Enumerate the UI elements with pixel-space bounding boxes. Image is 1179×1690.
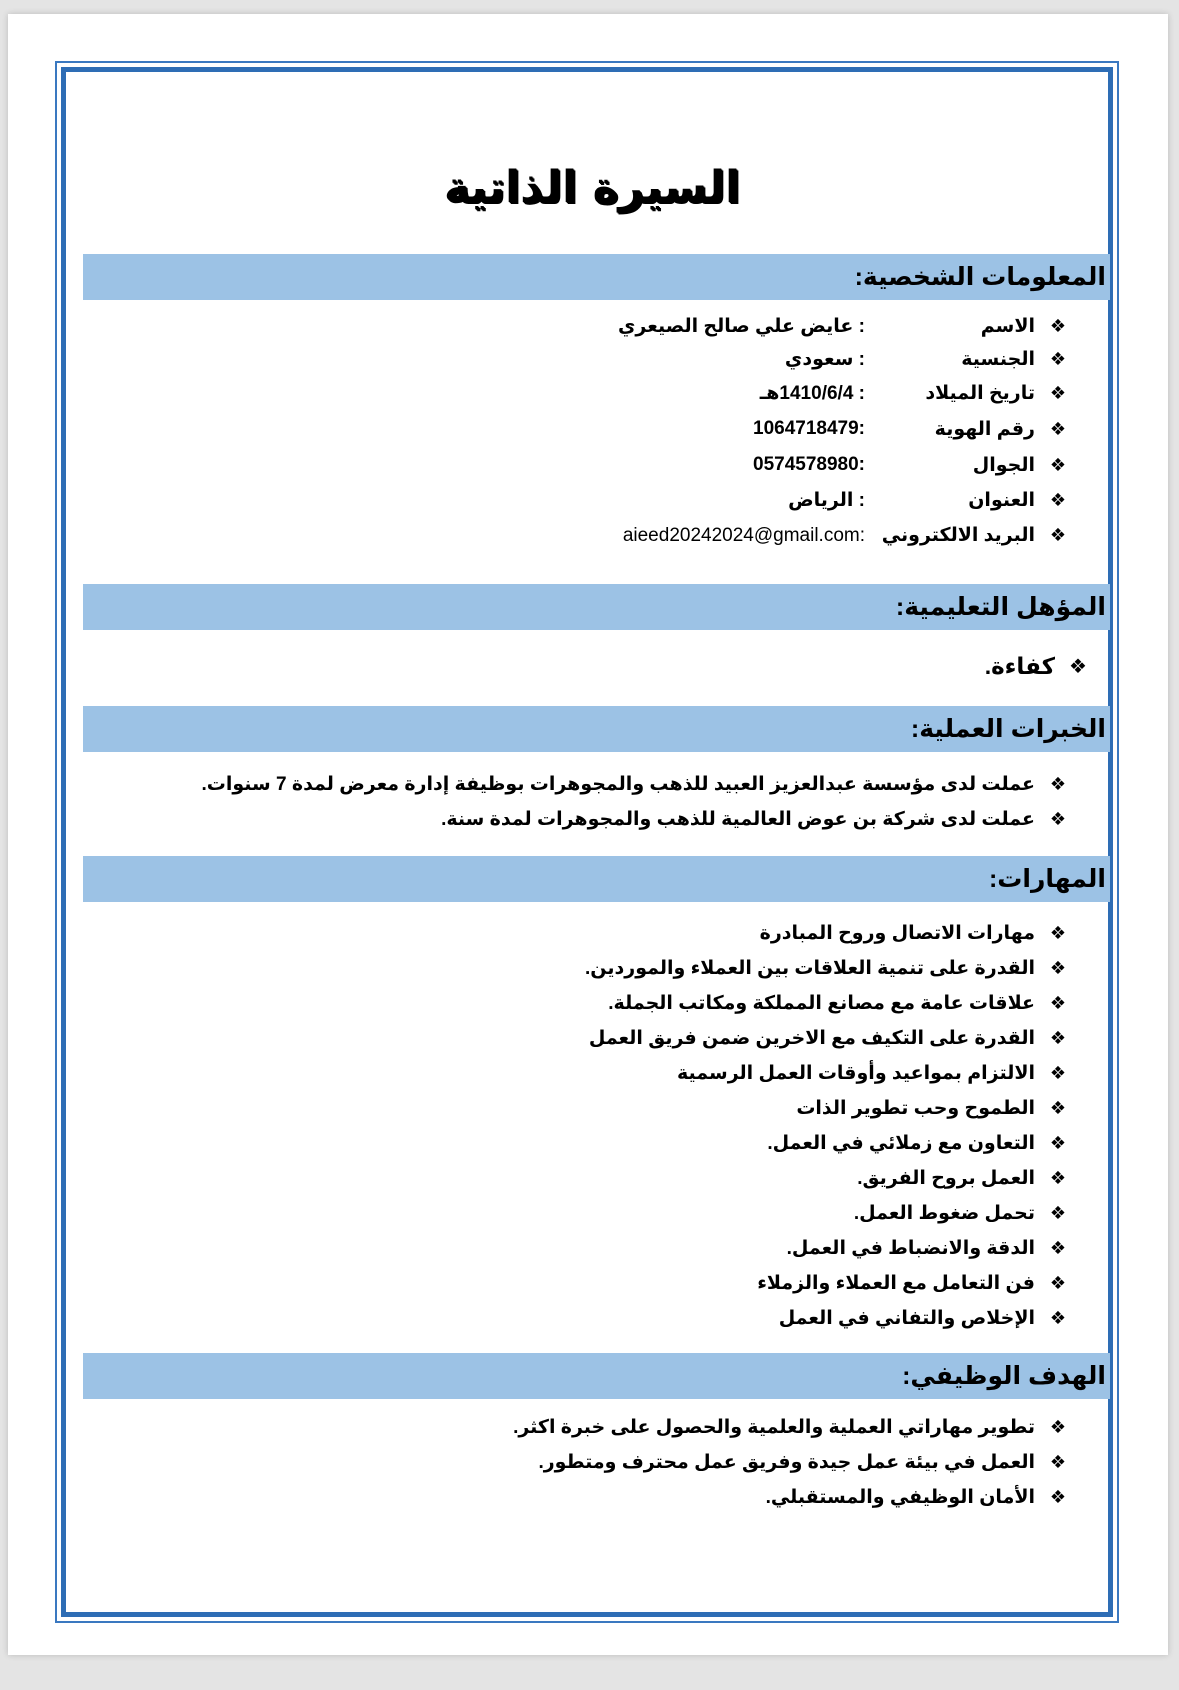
section-heading: المؤهل التعليمية:	[895, 593, 1106, 621]
field-label: الجنسية	[961, 349, 1035, 370]
skill-item	[75, 916, 1109, 951]
skill-text: فن التعامل مع العملاء والزملاء	[757, 1273, 1035, 1294]
field-label: البريد الالكتروني	[881, 525, 1035, 546]
personal-field-name	[75, 310, 1109, 343]
section-header-objective	[83, 1353, 1110, 1399]
personal-field-mobile	[75, 447, 1109, 483]
experience-list	[75, 767, 1109, 837]
section-header-personal	[83, 254, 1110, 300]
bullet-diamond-icon: ❖	[1049, 1098, 1067, 1118]
field-label: العنوان	[968, 490, 1035, 511]
skill-text: التعاون مع زملائي في العمل.	[767, 1133, 1035, 1154]
bullet-diamond-icon: ❖	[1049, 1487, 1067, 1507]
bullet-diamond-icon: ❖	[1049, 418, 1067, 439]
section-header-skills	[83, 856, 1110, 902]
skill-text: القدرة على تنمية العلاقات بين العملاء والموردين.	[585, 958, 1035, 979]
education-list	[75, 646, 1109, 686]
bullet-diamond-icon: ❖	[1049, 1133, 1067, 1153]
skill-text: الطموح وحب تطوير الذات	[796, 1098, 1035, 1119]
skill-text: الالتزام بمواعيد وأوقات العمل الرسمية	[677, 1063, 1035, 1084]
skill-item	[75, 1196, 1109, 1231]
bullet-diamond-icon: ❖	[1049, 1028, 1067, 1048]
skill-item	[75, 951, 1109, 986]
skill-text: تحمل ضغوط العمل.	[853, 1203, 1035, 1224]
skill-item	[75, 986, 1109, 1021]
bullet-diamond-icon: ❖	[1049, 383, 1067, 403]
skill-item	[75, 1266, 1109, 1301]
bullet-diamond-icon: ❖	[1049, 490, 1067, 510]
document-page	[8, 14, 1168, 1655]
bullet-diamond-icon: ❖	[1049, 923, 1067, 943]
skill-item	[75, 1021, 1109, 1056]
bullet-diamond-icon: ❖	[1049, 1452, 1067, 1472]
personal-field-birthdate	[75, 376, 1109, 411]
skill-item	[75, 1161, 1109, 1196]
skill-text: القدرة على التكيف مع الاخرين ضمن فريق العمل	[588, 1028, 1035, 1049]
personal-info-list	[75, 310, 1109, 553]
bullet-diamond-icon: ❖	[1049, 1063, 1067, 1083]
skills-list	[75, 916, 1109, 1336]
section-header-experience	[83, 706, 1110, 752]
bullet-diamond-icon: ❖	[1049, 1308, 1067, 1328]
field-label: رقم الهوية	[934, 418, 1035, 440]
objective-text: الأمان الوظيفي والمستقبلي.	[765, 1487, 1035, 1508]
experience-item	[75, 767, 1109, 802]
education-item	[75, 646, 1109, 686]
experience-text: عملت لدى شركة بن عوض العالمية للذهب والمجوهرات لمدة سنة.	[441, 809, 1035, 830]
objective-item	[75, 1480, 1109, 1515]
section-heading: المعلومات الشخصية:	[854, 263, 1106, 291]
bullet-diamond-icon: ❖	[1049, 316, 1067, 336]
bullet-diamond-icon: ❖	[1049, 1417, 1067, 1437]
field-value: : الرياض	[788, 490, 865, 511]
personal-field-email	[75, 518, 1109, 553]
section-heading: المهارات:	[988, 865, 1106, 893]
objective-text: تطوير مهاراتي العملية والعلمية والحصول على خبرة اكثر.	[513, 1417, 1035, 1438]
bullet-diamond-icon: ❖	[1049, 1238, 1067, 1258]
field-label: الجوال	[972, 454, 1035, 476]
field-value-email: :aieed20242024@gmail.com	[622, 524, 865, 546]
bullet-diamond-icon: ❖	[1049, 349, 1067, 369]
personal-field-address	[75, 483, 1109, 518]
skill-text: مهارات الاتصال وروح المبادرة	[759, 923, 1035, 944]
field-value: :1064718479	[753, 418, 865, 439]
field-value: :0574578980	[753, 454, 865, 475]
section-header-education	[83, 584, 1110, 630]
objective-item	[75, 1445, 1109, 1480]
objective-text: العمل في بيئة عمل جيدة وفريق عمل محترف ومتطور.	[538, 1452, 1035, 1473]
experience-item	[75, 802, 1109, 837]
bullet-diamond-icon: ❖	[1049, 958, 1067, 978]
skill-text: الإخلاص والتفاني في العمل	[778, 1308, 1035, 1329]
skill-item	[75, 1231, 1109, 1266]
bullet-diamond-icon: ❖	[1049, 774, 1067, 794]
bullet-diamond-icon: ❖	[1049, 1203, 1067, 1223]
bullet-diamond-icon: ❖	[1049, 525, 1067, 545]
section-heading: الهدف الوظيفي:	[902, 1362, 1106, 1390]
bullet-diamond-icon: ❖	[1049, 809, 1067, 829]
objective-list	[75, 1410, 1109, 1515]
skill-item	[75, 1091, 1109, 1126]
skill-item	[75, 1301, 1109, 1336]
personal-field-nationality	[75, 343, 1109, 376]
field-value: : 1410/6/4هـ	[759, 383, 865, 404]
bullet-diamond-icon: ❖	[1069, 655, 1087, 678]
bullet-diamond-icon: ❖	[1049, 1168, 1067, 1188]
skill-item	[75, 1056, 1109, 1091]
section-heading: الخبرات العملية:	[910, 715, 1106, 743]
skill-text: علاقات عامة مع مصانع المملكة ومكاتب الجملة.	[608, 993, 1035, 1014]
bullet-diamond-icon: ❖	[1049, 993, 1067, 1013]
skill-text: العمل بروح الفريق.	[857, 1168, 1035, 1189]
field-value: : عايض علي صالح الصيعري	[618, 316, 865, 337]
field-label: تاريخ الميلاد	[925, 383, 1035, 404]
bullet-diamond-icon: ❖	[1049, 454, 1067, 475]
field-value: : سعودي	[784, 349, 865, 370]
skill-item	[75, 1126, 1109, 1161]
skill-text: الدقة والانضباط في العمل.	[786, 1238, 1035, 1259]
bullet-diamond-icon: ❖	[1049, 1273, 1067, 1293]
education-text: كفاءة.	[984, 652, 1055, 679]
experience-text: عملت لدى مؤسسة عبدالعزيز العبيد للذهب والمجوهرات بوظيفة إدارة معرض لمدة 7 سنوات.	[201, 774, 1035, 795]
field-label: الاسم	[980, 316, 1035, 337]
document-title: السيرة الذاتية	[443, 162, 741, 213]
objective-item	[75, 1410, 1109, 1445]
personal-field-id-number	[75, 411, 1109, 447]
